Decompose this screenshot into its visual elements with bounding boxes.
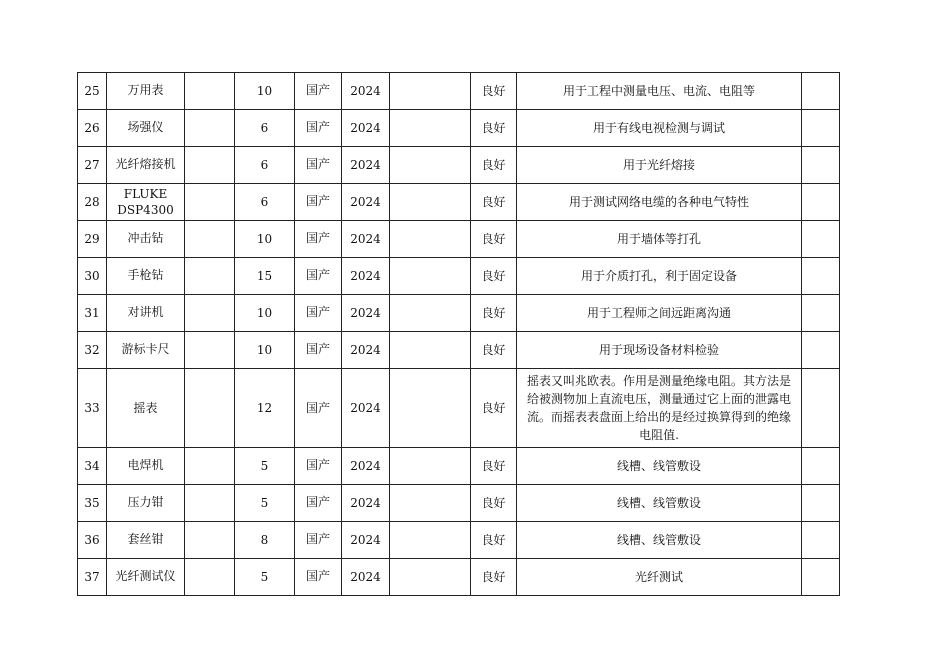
cell-note [802, 221, 840, 258]
cell-origin: 国产 [295, 448, 342, 485]
cell-qty: 5 [235, 448, 295, 485]
cell-purpose: 摇表又叫兆欧表。作用是测量绝缘电阻。其方法是给被测物加上直流电压，测量通过它上面的泄露电流。而摇表表盘面上给出的是经过换算得到的绝缘电阻值. [517, 369, 802, 448]
cell-spec [185, 73, 235, 110]
cell-purpose: 线槽、线管敷设 [517, 448, 802, 485]
cell-note [802, 448, 840, 485]
cell-qty: 5 [235, 559, 295, 596]
table-row [78, 559, 840, 596]
cell-note [802, 332, 840, 369]
cell-extra [390, 184, 471, 221]
cell-status: 良好 [471, 559, 517, 596]
cell-origin: 国产 [295, 258, 342, 295]
cell-no: 37 [78, 559, 107, 596]
cell-note [802, 369, 840, 448]
cell-note [802, 184, 840, 221]
cell-name: 压力钳 [107, 485, 185, 522]
cell-note [802, 110, 840, 147]
cell-no: 30 [78, 258, 107, 295]
cell-status: 良好 [471, 110, 517, 147]
cell-spec [185, 295, 235, 332]
cell-no: 32 [78, 332, 107, 369]
cell-origin: 国产 [295, 295, 342, 332]
cell-year: 2024 [342, 332, 390, 369]
table-row [78, 110, 840, 147]
cell-status: 良好 [471, 485, 517, 522]
cell-note [802, 258, 840, 295]
cell-no: 34 [78, 448, 107, 485]
cell-name: 对讲机 [107, 295, 185, 332]
cell-name: 冲击钻 [107, 221, 185, 258]
cell-name: 手枪钻 [107, 258, 185, 295]
cell-qty: 5 [235, 485, 295, 522]
cell-name: 光纤熔接机 [107, 147, 185, 184]
cell-qty: 6 [235, 184, 295, 221]
cell-spec [185, 221, 235, 258]
cell-year: 2024 [342, 485, 390, 522]
cell-qty: 10 [235, 332, 295, 369]
cell-note [802, 522, 840, 559]
cell-purpose: 用于光纤熔接 [517, 147, 802, 184]
table-row [78, 522, 840, 559]
cell-year: 2024 [342, 184, 390, 221]
cell-no: 35 [78, 485, 107, 522]
cell-year: 2024 [342, 559, 390, 596]
cell-note [802, 295, 840, 332]
cell-year: 2024 [342, 369, 390, 448]
cell-no: 28 [78, 184, 107, 221]
cell-origin: 国产 [295, 221, 342, 258]
cell-origin: 国产 [295, 522, 342, 559]
cell-note [802, 559, 840, 596]
cell-year: 2024 [342, 110, 390, 147]
cell-status: 良好 [471, 448, 517, 485]
cell-name: 电焊机 [107, 448, 185, 485]
cell-spec [185, 448, 235, 485]
cell-extra [390, 221, 471, 258]
cell-origin: 国产 [295, 485, 342, 522]
cell-qty: 8 [235, 522, 295, 559]
table-row [78, 448, 840, 485]
cell-extra [390, 522, 471, 559]
cell-status: 良好 [471, 332, 517, 369]
cell-extra [390, 448, 471, 485]
cell-origin: 国产 [295, 369, 342, 448]
cell-qty: 12 [235, 369, 295, 448]
cell-year: 2024 [342, 73, 390, 110]
cell-qty: 10 [235, 295, 295, 332]
cell-year: 2024 [342, 448, 390, 485]
cell-no: 27 [78, 147, 107, 184]
cell-year: 2024 [342, 295, 390, 332]
cell-year: 2024 [342, 522, 390, 559]
cell-spec [185, 332, 235, 369]
cell-name-line2: DSP4300 [117, 203, 174, 217]
cell-extra [390, 73, 471, 110]
cell-purpose: 用于工程师之间远距离沟通 [517, 295, 802, 332]
cell-status: 良好 [471, 184, 517, 221]
cell-name: 光纤测试仪 [107, 559, 185, 596]
cell-name [107, 184, 185, 221]
cell-year: 2024 [342, 221, 390, 258]
cell-status: 良好 [471, 369, 517, 448]
cell-name: 摇表 [107, 369, 185, 448]
table-row [78, 332, 840, 369]
cell-no: 26 [78, 110, 107, 147]
cell-purpose: 线槽、线管敷设 [517, 485, 802, 522]
table-row [78, 221, 840, 258]
cell-no: 25 [78, 73, 107, 110]
cell-origin: 国产 [295, 559, 342, 596]
cell-no: 33 [78, 369, 107, 448]
cell-status: 良好 [471, 147, 517, 184]
cell-name: 场强仪 [107, 110, 185, 147]
cell-spec [185, 485, 235, 522]
table-row [78, 258, 840, 295]
table-row [78, 147, 840, 184]
cell-qty: 10 [235, 73, 295, 110]
cell-purpose: 线槽、线管敷设 [517, 522, 802, 559]
cell-purpose: 用于测试网络电缆的各种电气特性 [517, 184, 802, 221]
cell-no: 29 [78, 221, 107, 258]
cell-extra [390, 258, 471, 295]
cell-spec [185, 559, 235, 596]
table-row [78, 485, 840, 522]
cell-year: 2024 [342, 147, 390, 184]
equipment-table [77, 72, 840, 596]
cell-name: 万用表 [107, 73, 185, 110]
cell-qty: 6 [235, 110, 295, 147]
cell-status: 良好 [471, 258, 517, 295]
table-row [78, 369, 840, 448]
cell-purpose: 光纤测试 [517, 559, 802, 596]
table-row [78, 73, 840, 110]
cell-extra [390, 485, 471, 522]
cell-extra [390, 332, 471, 369]
cell-note [802, 147, 840, 184]
cell-name-line1: FLUKE [123, 187, 168, 201]
table-row [78, 295, 840, 332]
cell-purpose: 用于工程中测量电压、电流、电阻等 [517, 73, 802, 110]
cell-purpose: 用于介质打孔，利于固定设备 [517, 258, 802, 295]
cell-note [802, 73, 840, 110]
cell-extra [390, 295, 471, 332]
cell-purpose: 用于现场设备材料检验 [517, 332, 802, 369]
cell-spec [185, 258, 235, 295]
cell-purpose: 用于有线电视检测与调试 [517, 110, 802, 147]
cell-origin: 国产 [295, 73, 342, 110]
cell-spec [185, 147, 235, 184]
cell-status: 良好 [471, 522, 517, 559]
cell-spec [185, 184, 235, 221]
cell-spec [185, 522, 235, 559]
cell-extra [390, 559, 471, 596]
cell-no: 31 [78, 295, 107, 332]
cell-extra [390, 147, 471, 184]
cell-spec [185, 110, 235, 147]
cell-extra [390, 369, 471, 448]
cell-qty: 15 [235, 258, 295, 295]
cell-name: 套丝钳 [107, 522, 185, 559]
cell-status: 良好 [471, 73, 517, 110]
cell-status: 良好 [471, 221, 517, 258]
cell-no: 36 [78, 522, 107, 559]
cell-status: 良好 [471, 295, 517, 332]
cell-year: 2024 [342, 258, 390, 295]
cell-purpose: 用于墙体等打孔 [517, 221, 802, 258]
cell-note [802, 485, 840, 522]
cell-spec [185, 369, 235, 448]
cell-qty: 10 [235, 221, 295, 258]
cell-origin: 国产 [295, 110, 342, 147]
cell-origin: 国产 [295, 184, 342, 221]
cell-origin: 国产 [295, 332, 342, 369]
cell-origin: 国产 [295, 147, 342, 184]
cell-qty: 6 [235, 147, 295, 184]
table-row [78, 184, 840, 221]
cell-extra [390, 110, 471, 147]
cell-name: 游标卡尺 [107, 332, 185, 369]
